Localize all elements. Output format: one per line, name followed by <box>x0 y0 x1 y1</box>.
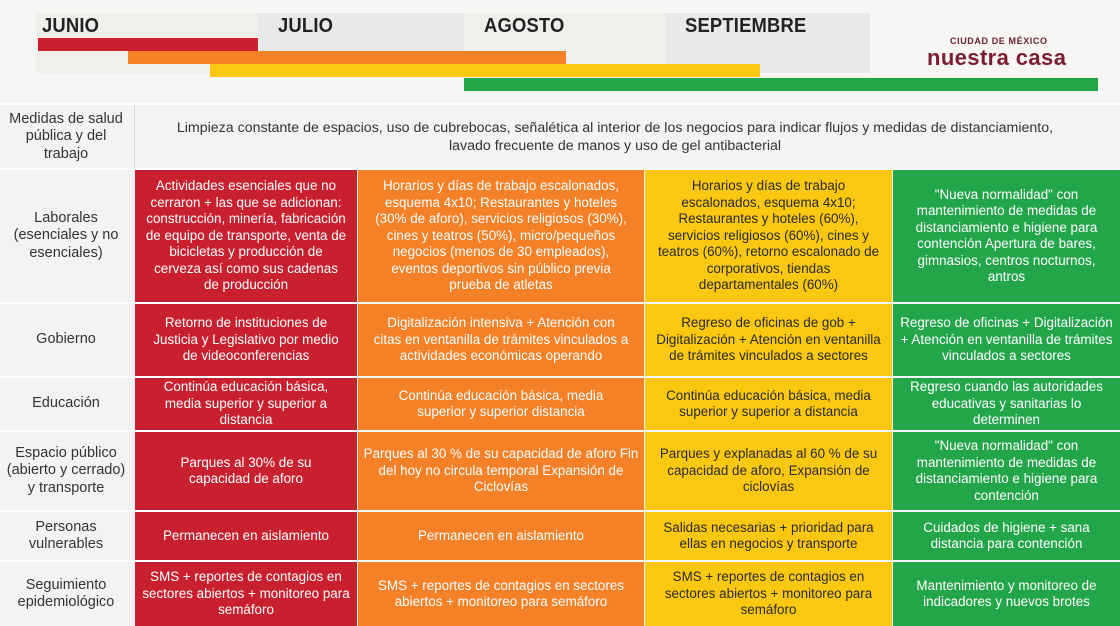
general-measures-cell: Limpieza constante de espacios, uso de cubrebocas, señalética al interior de los negocios para indicar flujos y medidas de distanciamiento, lavado frecuente de manos y uso de gel antibacterial <box>160 105 1070 169</box>
gobierno-rojo-cell: Retorno de instituciones de Justicia y Legislativo por medio de videoconferencias <box>135 304 357 376</box>
seguimiento-verde-cell: Mantenimiento y monitoreo de indicadores y nuevos brotes <box>893 562 1120 626</box>
month-label-junio: JUNIO <box>42 15 100 37</box>
cdmx-logo-text: nuestra casa <box>927 45 1067 70</box>
educacion-amarillo-cell: Continúa educación básica, media superior y superior a distancia <box>645 378 892 430</box>
cdmx-logo-small-text: CIUDAD DE MÉXICO <box>950 36 1048 46</box>
row-label-text: Espacio público (abierto y cerrado) y transporte <box>6 444 126 496</box>
row-label-gobierno <box>0 304 134 376</box>
laborales-verde-cell: "Nueva normalidad" con mantenimiento de medidas de distanciamiento e higiene para contención Apertura de bares, gimnasios, centros nocturnos, antros <box>893 170 1120 302</box>
vulnerables-verde-cell: Cuidados de higiene + sana distancia para contención <box>893 512 1120 560</box>
gobierno-naranja-cell: Digitalización intensiva + Atención con citas en ventanilla de trámites vinculados a actividades económicas operando <box>358 304 644 376</box>
espacio-verde-cell: "Nueva normalidad" con mantenimiento de medidas de distanciamiento e higiene para contención <box>893 432 1120 510</box>
timeline-bar-naranja <box>128 51 566 64</box>
educacion-rojo-cell: Continúa educación básica, media superior y superior a distancia <box>135 378 357 430</box>
laborales-naranja-cell: Horarios y días de trabajo escalonados, esquema 4x10; Restaurantes y hoteles (30% de aforo), servicios religiosos (30%), cines y teatros (50%), micro/pequeños negocios (menos de 30 empleados), eventos deportivos sin público previa prueba de atletas <box>358 170 644 302</box>
month-label-agosto: AGOSTO <box>484 15 565 37</box>
espacio-amarillo-cell: Parques y explanadas al 60 % de su capacidad de aforo, Expansión de ciclovías <box>645 432 892 510</box>
row-label-text: Personas vulnerables <box>28 518 104 552</box>
timeline-bar-verde <box>464 78 1098 91</box>
seguimiento-naranja-cell: SMS + reportes de contagios en sectores abiertos + monitoreo para semáforo <box>358 562 644 626</box>
month-label-julio: JULIO <box>278 15 334 37</box>
column-divider <box>134 105 135 169</box>
gobierno-amarillo-cell: Regreso de oficinas de gob + Digitalización + Atención en ventanilla de trámites vinculados a sectores <box>645 304 892 376</box>
row-label-text: Medidas de salud pública y del trabajo <box>9 110 123 162</box>
espacio-naranja-cell: Parques al 30 % de su capacidad de aforo Fin del hoy no circula temporal Expansión de Ciclovías <box>358 432 644 510</box>
timeline-bar-rojo <box>38 38 258 51</box>
row-label-espacio-publico <box>0 432 134 510</box>
month-label-septiembre: SEPTIEMBRE <box>685 15 807 37</box>
espacio-rojo-cell: Parques al 30% de su capacidad de aforo <box>135 432 357 510</box>
vulnerables-rojo-cell: Permanecen en aislamiento <box>135 512 357 560</box>
row-label-seguimiento <box>0 562 134 626</box>
laborales-amarillo-cell: Horarios y días de trabajo escalonados, esquema 4x10; Restaurantes y hoteles (60%), servicios religiosos (60%), cines y teatros (60%), retorno escalonado de corporativos, tiendas departamentales (60%) <box>645 170 892 302</box>
row-label-medidas-salud <box>0 105 134 169</box>
seguimiento-amarillo-cell: SMS + reportes de contagios en sectores abiertos + monitoreo para semáforo <box>645 562 892 626</box>
seguimiento-rojo-cell: SMS + reportes de contagios en sectores abiertos + monitoreo para semáforo <box>135 562 357 626</box>
laborales-rojo-cell: Actividades esenciales que no cerraron + las que se adicionan: construcción, minería, fabricación de equipo de transporte, venta de bicicletas y producción de cerveza así como sus cadenas de producción <box>135 170 357 302</box>
row-label-text: Educación <box>32 395 100 412</box>
educacion-naranja-cell: Continúa educación básica, media superior y superior distancia <box>358 378 644 430</box>
row-label-text: Gobierno <box>36 331 96 348</box>
row-label-personas-vulnerables <box>0 512 134 560</box>
vulnerables-naranja-cell: Permanecen en aislamiento <box>358 512 644 560</box>
row-label-text: Laborales (esenciales y no esenciales) <box>13 209 119 261</box>
vulnerables-amarillo-cell: Salidas necesarias + prioridad para ellas en negocios y transporte <box>645 512 892 560</box>
row-label-educacion <box>0 378 134 430</box>
timeline-bar-amarillo <box>210 64 760 77</box>
educacion-verde-cell: Regreso cuando las autoridades educativas y sanitarias lo determinen <box>893 378 1120 430</box>
row-label-text: Seguimiento epidemiológico <box>17 576 115 610</box>
gobierno-verde-cell: Regreso de oficinas + Digitalización + Atención en ventanilla de trámites vinculados a sectores <box>893 304 1120 376</box>
row-label-laborales <box>0 170 134 302</box>
